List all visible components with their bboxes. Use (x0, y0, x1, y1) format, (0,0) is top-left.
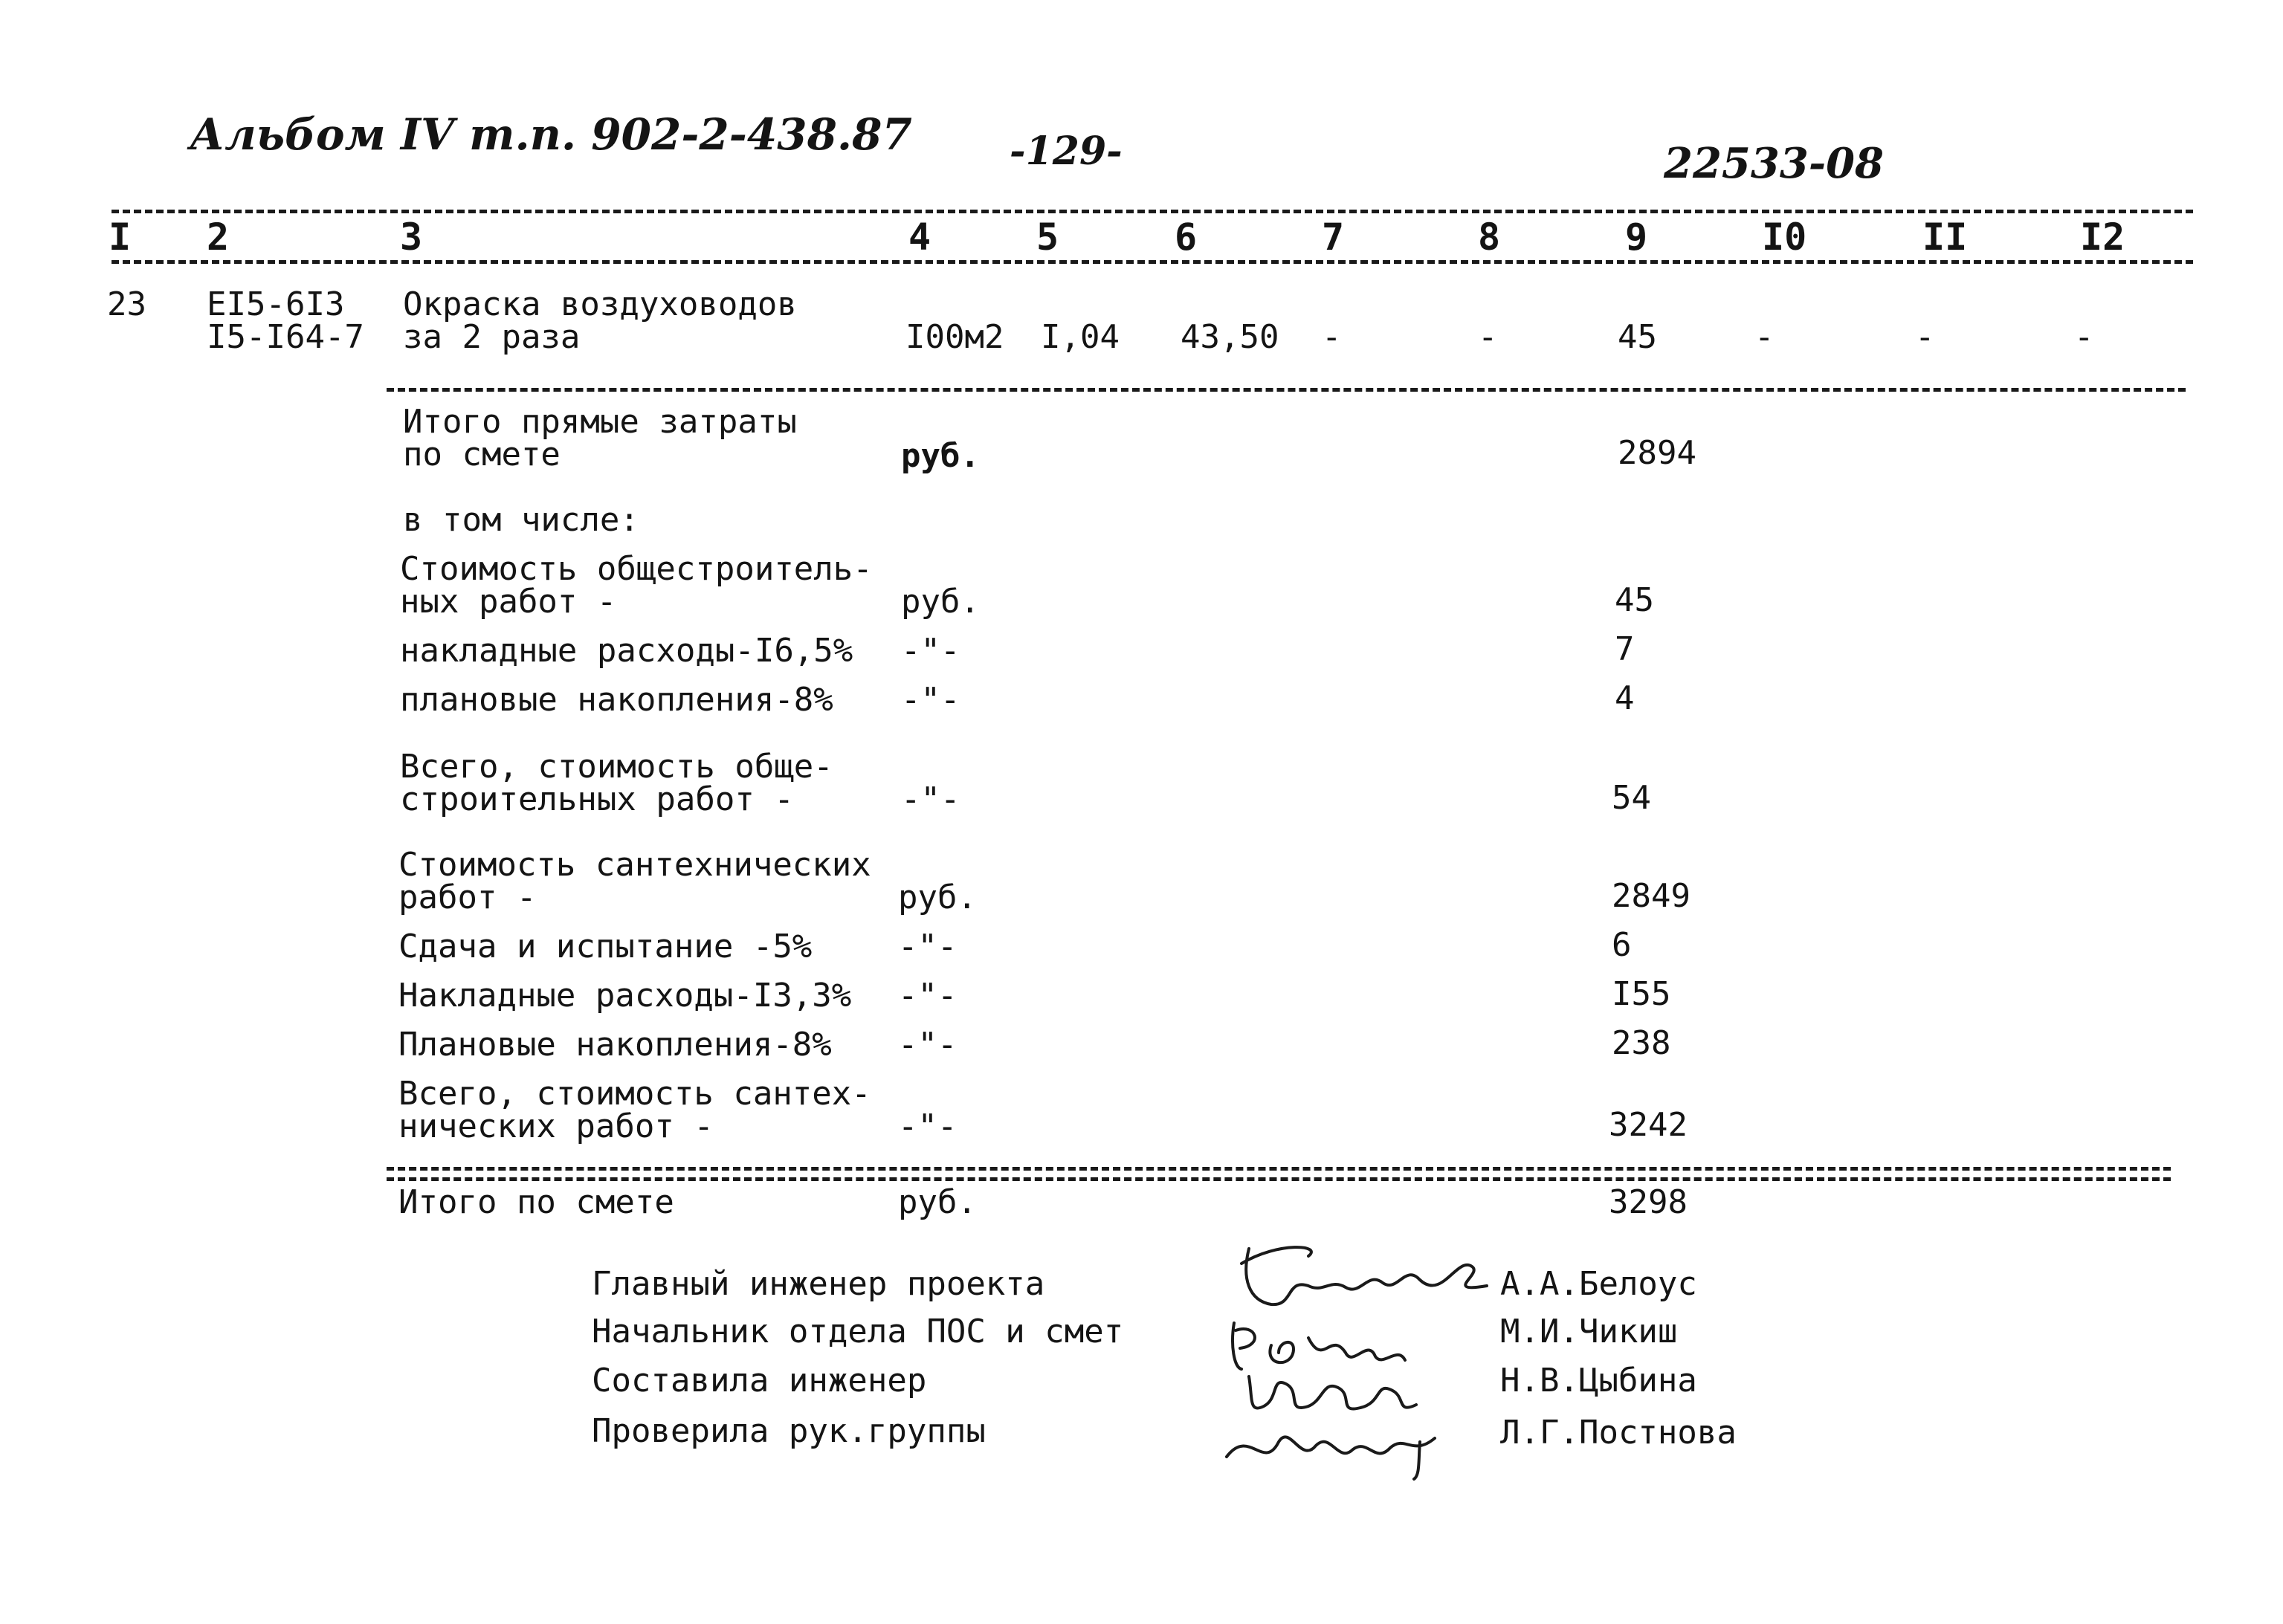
summary-label: Стоимость сантехнических (398, 846, 871, 884)
summary-value: 54 (1612, 779, 1651, 817)
column-number: I2 (2080, 216, 2125, 259)
summary-unit: -"- (898, 928, 958, 965)
summary-value: 45 (1615, 581, 1654, 619)
summary-value: 238 (1612, 1024, 1671, 1062)
summary-label: нических работ - (398, 1107, 714, 1145)
summary-unit: -"- (901, 681, 960, 719)
signatory-role: Главный инженер проекта (592, 1265, 1045, 1303)
work-name-line1: Окраска воздуховодов (403, 285, 797, 323)
summary-unit: -"- (898, 977, 958, 1015)
price-code-line2: I5-I64-7 (207, 318, 364, 356)
unit-cost-cell: 43,50 (1181, 318, 1279, 356)
grand-total-unit: руб. (898, 1183, 977, 1221)
grand-total-label: Итого по смете (398, 1183, 674, 1221)
price-code-line1: EI5-6I3 (207, 285, 345, 323)
column-8-cell: - (1478, 318, 1498, 356)
signatory-name: М.И.Чикиш (1500, 1313, 1678, 1350)
summary-label: Итого прямые затраты (403, 403, 797, 441)
summary-value: 6 (1612, 926, 1632, 964)
signatory-name: Н.В.Цыбина (1500, 1362, 1697, 1400)
quantity-cell: I,04 (1041, 318, 1120, 356)
signatory-role: Составила инженер (592, 1362, 927, 1400)
signatory-role: Проверила рук.группы (592, 1412, 986, 1450)
column-number: I0 (1762, 216, 1807, 259)
column-number: 6 (1175, 216, 1198, 259)
header-top-rule (112, 210, 2193, 213)
summary-value: 3242 (1609, 1106, 1688, 1144)
summary-label: Плановые накопления-8% (398, 1026, 832, 1064)
summary-value: 2894 (1618, 434, 1696, 472)
document-code: 22533-08 (1664, 139, 1884, 188)
summary-unit: -"- (901, 780, 960, 818)
page-number: -129- (1010, 129, 1123, 174)
signatory-name: А.А.Белоус (1500, 1265, 1697, 1303)
summary-label: Всего, стоимость сантех- (398, 1075, 871, 1113)
summary-label: в том числе: (403, 501, 639, 539)
summary-label: по смете (403, 436, 561, 473)
summary-label: работ - (398, 879, 537, 916)
summary-unit: руб. (901, 437, 980, 475)
column-7-cell: - (1322, 318, 1342, 356)
column-10-cell: - (1754, 318, 1775, 356)
signature-scribble-4 (1219, 1412, 1442, 1479)
column-number: 9 (1625, 216, 1648, 259)
summary-value: 2849 (1612, 877, 1691, 915)
summary-label: Стоимость общестроитель- (400, 550, 873, 588)
column-12-cell: - (2074, 318, 2094, 356)
column-11-cell: - (1915, 318, 1935, 356)
column-number: 5 (1036, 216, 1059, 259)
column-number: 3 (400, 216, 423, 259)
signature-scribble-1 (1219, 1234, 1494, 1316)
column-number: 8 (1478, 216, 1501, 259)
grand-total-value: 3298 (1609, 1183, 1688, 1221)
summary-label: строительных работ - (400, 780, 794, 818)
total-cell: 45 (1618, 318, 1657, 356)
summary-value: I55 (1612, 975, 1671, 1013)
column-number: II (1922, 216, 1968, 259)
summary-label: накладные расходы-I6,5% (400, 632, 853, 670)
summary-label: Накладные расходы-I3,3% (398, 977, 852, 1015)
row-rule (387, 388, 2186, 392)
column-number: 7 (1322, 216, 1345, 259)
summary-label: Сдача и испытание -5% (398, 928, 813, 965)
summary-unit: -"- (898, 1026, 958, 1064)
signatory-name: Л.Г.Постнова (1500, 1414, 1737, 1452)
album-reference: Альбом IV т.п. 902-2-438.87 (190, 109, 912, 160)
summary-unit: -"- (901, 632, 960, 670)
summary-unit: -"- (898, 1107, 958, 1145)
summary-value: 4 (1615, 679, 1635, 717)
header-bottom-rule (112, 260, 2193, 264)
summary-unit: руб. (901, 583, 980, 621)
row-number: 23 (107, 285, 146, 323)
work-name-line2: за 2 раза (403, 318, 581, 356)
column-number: 4 (908, 216, 931, 259)
unit-cell: I00м2 (905, 318, 1004, 356)
summary-label: плановые накопления-8% (400, 681, 833, 719)
column-number: I (109, 216, 132, 259)
signatory-role: Начальник отдела ПОС и смет (592, 1313, 1124, 1350)
summary-label: Всего, стоимость обще- (400, 748, 833, 786)
totals-rule-lower (387, 1177, 2171, 1181)
summary-unit: руб. (898, 879, 977, 916)
summary-value: 7 (1615, 630, 1635, 668)
column-number: 2 (207, 216, 230, 259)
summary-label: ных работ - (400, 583, 617, 621)
totals-rule-upper (387, 1167, 2171, 1171)
